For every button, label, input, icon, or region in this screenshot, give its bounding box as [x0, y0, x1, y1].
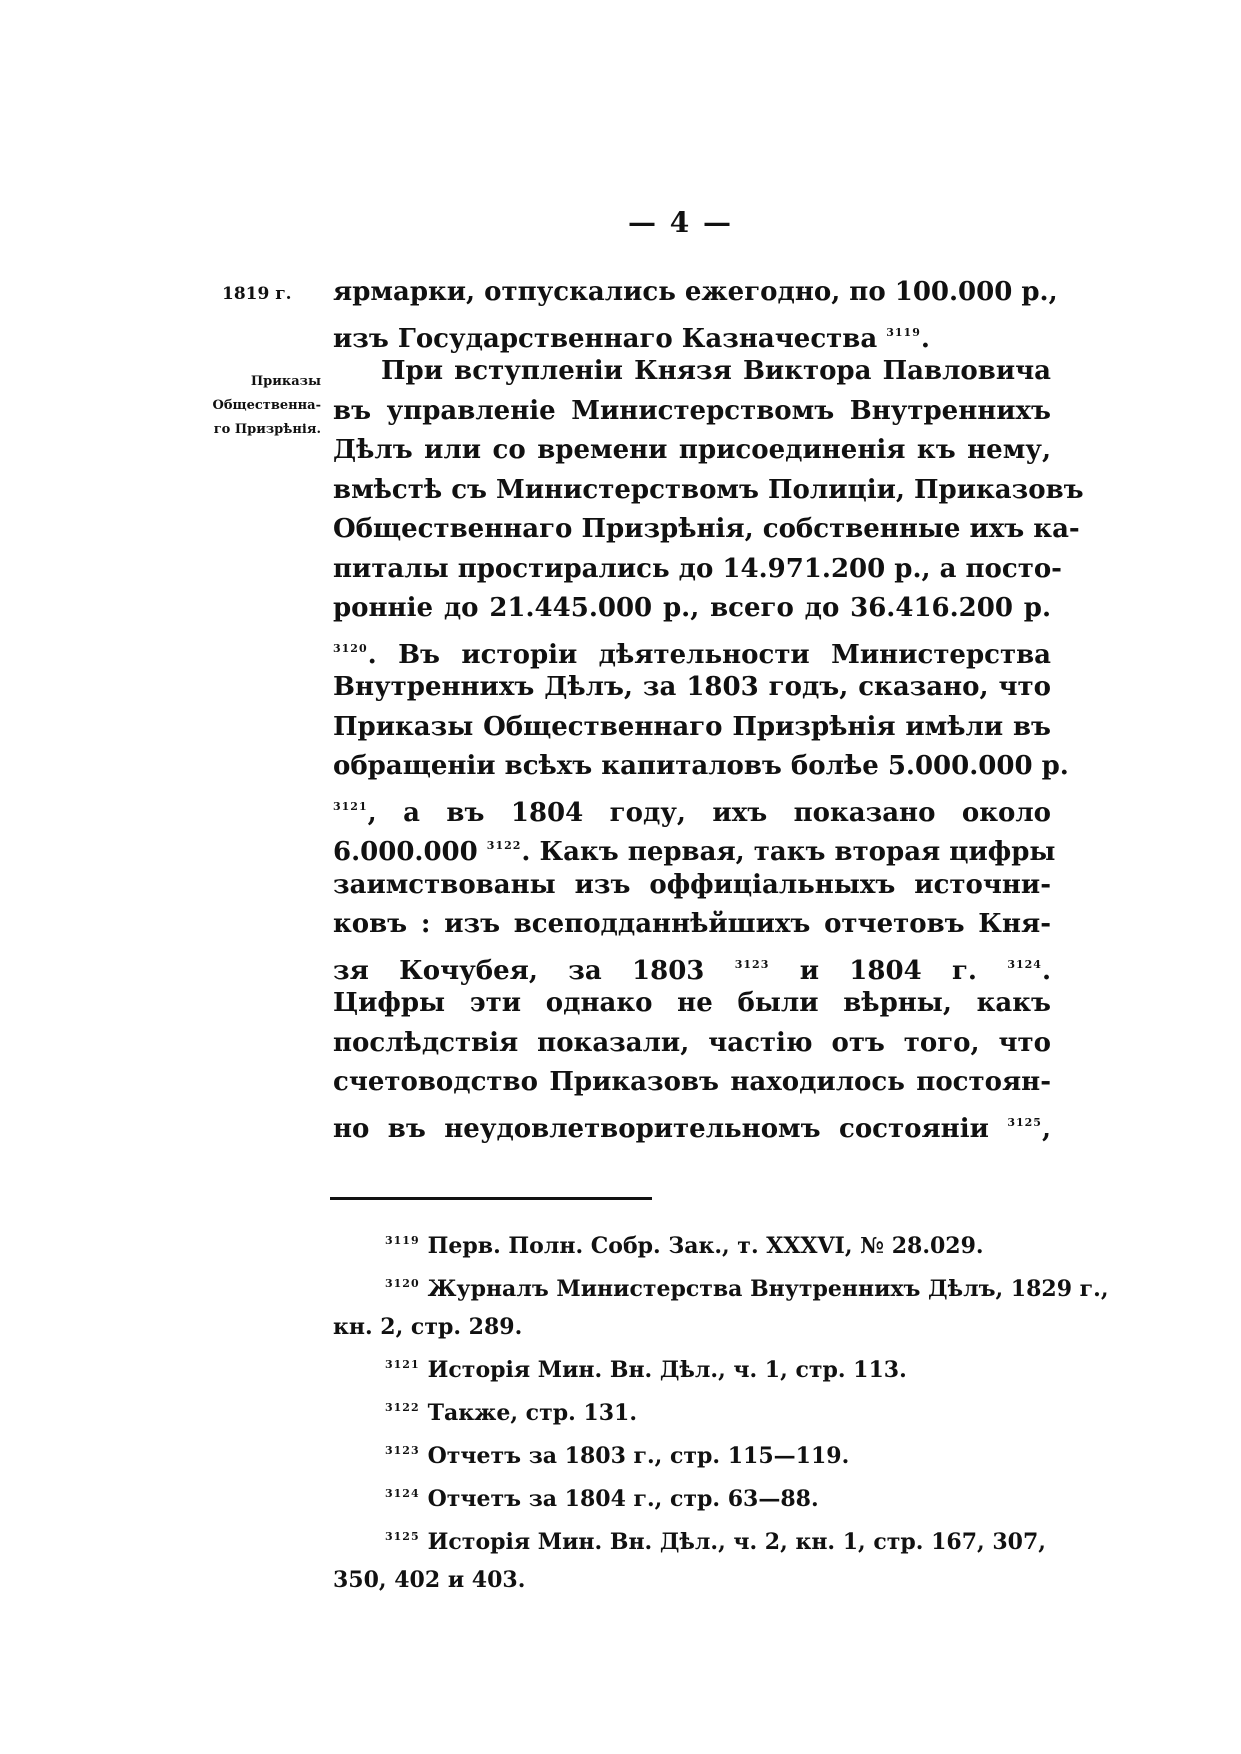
footnote-text: Исторія Мин. Вн. Дѣл., ч. 2, кн. 1, стр. 167, 307,: [427, 1529, 1046, 1555]
body-line: [333, 471, 1084, 511]
footnote-divider: [330, 1197, 652, 1200]
footnote: [333, 1432, 1053, 1475]
body-line: [333, 629, 1051, 669]
body-line-text: .: [920, 323, 930, 354]
body-line-text: изъ Государственнаго Казначества: [333, 323, 887, 354]
body-line-text: Цифры эти однако не были вѣрны, какъ: [333, 988, 1051, 1018]
body-line-text: , а въ 1804 году, ихъ показано около: [367, 797, 1051, 828]
footnote-text: Перв. Полн. Собр. Зак., т. XXXVI, № 28.029.: [427, 1233, 984, 1259]
body-line: [333, 431, 1051, 471]
footnote-ref: 3119: [886, 325, 921, 339]
footnote-mark: 3120: [385, 1277, 420, 1290]
body-line-text: Общественнаго Призрѣнія, собственные ихъ ка-: [333, 514, 1080, 544]
footnote-text: Также, стр. 131.: [427, 1400, 637, 1426]
footnote-mark: 3124: [385, 1487, 420, 1500]
body-line: [333, 392, 1051, 432]
footnote-mark: 3122: [385, 1401, 420, 1414]
body-line-text: ,: [1041, 1113, 1051, 1144]
body-line-text: но въ неудовлетворительномъ состояніи: [333, 1113, 1008, 1144]
body-line-text: ярмарки, отпускались ежегодно, по 100.000 р.,: [333, 277, 1058, 307]
page-number: — 4 —: [628, 206, 733, 239]
body-line: [333, 273, 1058, 313]
footnote-ref: 3124: [1007, 957, 1042, 971]
body-line-text: Дѣлъ или со времени присоединенія къ нему,: [333, 435, 1051, 465]
footnote: [333, 1475, 1053, 1518]
footnote-ref: 3123: [734, 957, 770, 971]
footnote: [333, 1518, 1053, 1561]
body-line-text: обращеніи всѣхъ капиталовъ болѣе 5.000.000 р.: [333, 751, 1069, 781]
body-line: [333, 787, 1051, 827]
footnote-text: Исторія Мин. Вн. Дѣл., ч. 1, стр. 113.: [427, 1357, 907, 1383]
body-line-text: Приказы Общественнаго Призрѣнія имѣли въ: [333, 711, 1051, 742]
body-line: [333, 313, 1051, 353]
footnote-ref: 3121: [333, 799, 368, 813]
footnote-continuation: кн. 2, стр. 289.: [333, 1314, 523, 1340]
footnote-ref: 3125: [1007, 1115, 1042, 1129]
body-line: [333, 747, 1069, 787]
body-line: [333, 589, 1051, 629]
body-line-text: вмѣстѣ съ Министерствомъ Полиціи, Приказовъ: [333, 474, 1084, 505]
footnote-mark: 3119: [385, 1234, 420, 1247]
body-line-text: заимствованы изъ оффиціальныхъ источни-: [333, 869, 1051, 900]
footnote-text: Отчетъ за 1804 г., стр. 63—88.: [427, 1486, 819, 1512]
body-line: [333, 1024, 1051, 1064]
body-line: [333, 826, 1056, 867]
body-line: [333, 1063, 1051, 1103]
footnote: [333, 1389, 1053, 1432]
footnote-mark: 3123: [385, 1444, 420, 1457]
body-line-text: .: [1041, 955, 1051, 986]
footnote-continuation: 350, 402 и 403.: [333, 1567, 526, 1593]
body-text: [333, 273, 1084, 1144]
body-line: [333, 905, 1051, 945]
body-line-text: и 1804 г.: [769, 955, 1008, 986]
body-line: [333, 984, 1051, 1024]
margin-year: 1819 г.: [222, 284, 292, 304]
body-line: [333, 352, 1051, 392]
footnote: [333, 1222, 1053, 1265]
body-line: [333, 708, 1051, 748]
body-line-text: . Какъ первая, такъ вторая цифры: [521, 837, 1056, 867]
body-line: [333, 945, 1051, 985]
body-line-text: счетоводство Приказовъ находилось постоян-: [333, 1067, 1051, 1097]
body-line: [333, 550, 1062, 590]
margin-note: [176, 370, 321, 442]
margin-note-line: Приказы: [250, 374, 321, 389]
body-line-text: зя Кочубея, за 1803: [333, 955, 735, 986]
footnote: [333, 1346, 1053, 1389]
body-line: [333, 510, 1080, 550]
footnote: [333, 1265, 1109, 1308]
footnote-text: Журналъ Министерства Внутреннихъ Дѣлъ, 1829 г.,: [427, 1276, 1109, 1302]
body-line-text: Внутреннихъ Дѣлъ, за 1803 годъ, сказано, что: [333, 672, 1051, 702]
body-line: [333, 866, 1051, 906]
footnote-ref: 3122: [486, 839, 522, 852]
body-line-text: . Въ исторіи дѣятельности Министерства: [367, 639, 1051, 670]
body-line: [333, 1103, 1051, 1143]
footnote-text: Отчетъ за 1803 г., стр. 115—119.: [427, 1443, 850, 1469]
body-line-text: ковъ : изъ всеподданнѣйшихъ отчетовъ Кня-: [333, 909, 1051, 939]
body-line-text: 6.000.000: [333, 837, 487, 867]
body-line-text: послѣдствія показали, частію отъ того, что: [333, 1027, 1051, 1058]
footnote-mark: 3121: [385, 1358, 420, 1371]
footnote-mark: 3125: [385, 1530, 420, 1543]
body-line-text: питалы простирались до 14.971.200 р., а посто-: [333, 553, 1062, 584]
body-line-text: ронніе до 21.445.000 р., всего до 36.416.200 р.: [333, 593, 1051, 623]
body-line-text: въ управленіе Министерствомъ Внутреннихъ: [333, 395, 1051, 426]
margin-note-line: го Призрѣнія.: [213, 422, 321, 437]
body-line-text: При вступленіи Князя Виктора Павловича: [381, 356, 1051, 386]
margin-note-line: Общественна-: [212, 398, 321, 413]
footnote-ref: 3120: [333, 641, 368, 655]
body-line: [333, 668, 1051, 708]
footnotes: [333, 1222, 1109, 1599]
